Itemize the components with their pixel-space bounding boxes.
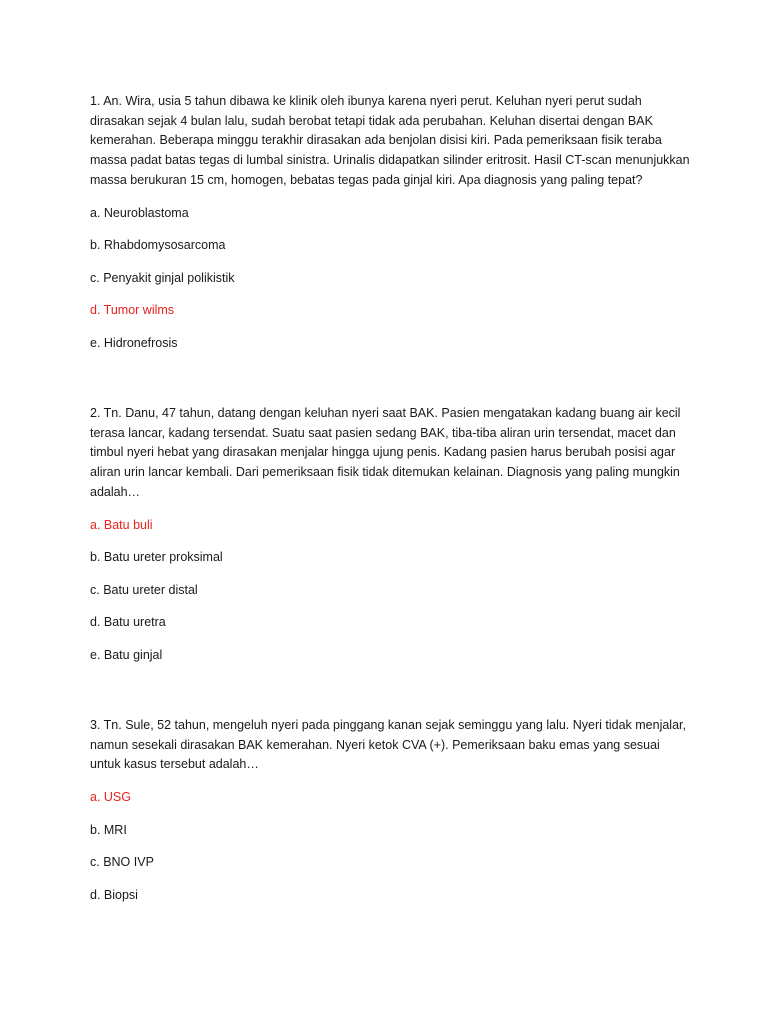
question-1: [90, 92, 690, 353]
question-spacer: [90, 366, 690, 404]
question-1-option-a: a. Neuroblastoma: [90, 205, 189, 220]
question-2-stem: 2. Tn. Danu, 47 tahun, datang dengan keluhan nyeri saat BAK. Pasien mengatakan kadang buang air kecil terasa lancar, kadang tersendat. Suatu saat pasien sedang BAK, tiba-tiba aliran urin tersendat, macet dan timbul nyeri hebat yang dirasakan menjalar hingga ujung penis. Kadang pasien harus berubah posisi agar aliran urin lancar kembali. Dari pemeriksaan fisik tidak ditemukan kelainan. Diagnosis yang paling mungkin adalah…: [90, 406, 681, 499]
question-3-option-a-correct: a. USG: [90, 790, 131, 805]
question-3-stem: 3. Tn. Sule, 52 tahun, mengeluh nyeri pada pinggang kanan sejak seminggu yang lalu. Nyeri tidak menjalar, namun sesekali dirasakan BAK kemerahan. Nyeri ketok CVA (+). Pemeriksaan baku emas yang sesuai untuk kasus tersebut adalah…: [90, 718, 686, 772]
question-2-option-c: c. Batu ureter distal: [90, 582, 198, 597]
question-2-option-a-correct: a. Batu buli: [90, 517, 153, 532]
question-3-option-d: d. Biopsi: [90, 887, 138, 902]
question-2-option-d: d. Batu uretra: [90, 615, 166, 630]
question-1-option-c: c. Penyakit ginjal polikistik: [90, 270, 235, 285]
question-3: [90, 716, 690, 905]
question-3-option-b: b. MRI: [90, 822, 127, 837]
question-spacer: [90, 678, 690, 716]
question-2-option-e: e. Batu ginjal: [90, 647, 163, 662]
document-page: [90, 92, 690, 918]
question-1-stem: 1. An. Wira, usia 5 tahun dibawa ke klinik oleh ibunya karena nyeri perut. Keluhan nyeri perut sudah dirasakan sejak 4 bulan lalu, sudah berobat tetapi tidak ada perubahan. Keluhan disertai dengan BAK kemerahan. Beberapa minggu terakhir dirasakan ada benjolan disisi kiri. Pada pemeriksaan fisik teraba massa padat batas tegas di lumbal sinistra. Urinalis didapatkan silinder eritrosit. Hasil CT-scan menunjukkan massa berukuran 15 cm, homogen, bebatas tegas pada ginjal kiri. Apa diagnosis yang paling tepat?: [90, 94, 690, 187]
question-1-option-d-correct: d. Tumor wilms: [90, 303, 175, 318]
question-1-option-b: b. Rhabdomysosarcoma: [90, 238, 226, 253]
question-2-option-b: b. Batu ureter proksimal: [90, 550, 223, 565]
question-1-option-e: e. Hidronefrosis: [90, 335, 178, 350]
question-2: [90, 404, 690, 665]
question-3-option-c: c. BNO IVP: [90, 855, 154, 870]
